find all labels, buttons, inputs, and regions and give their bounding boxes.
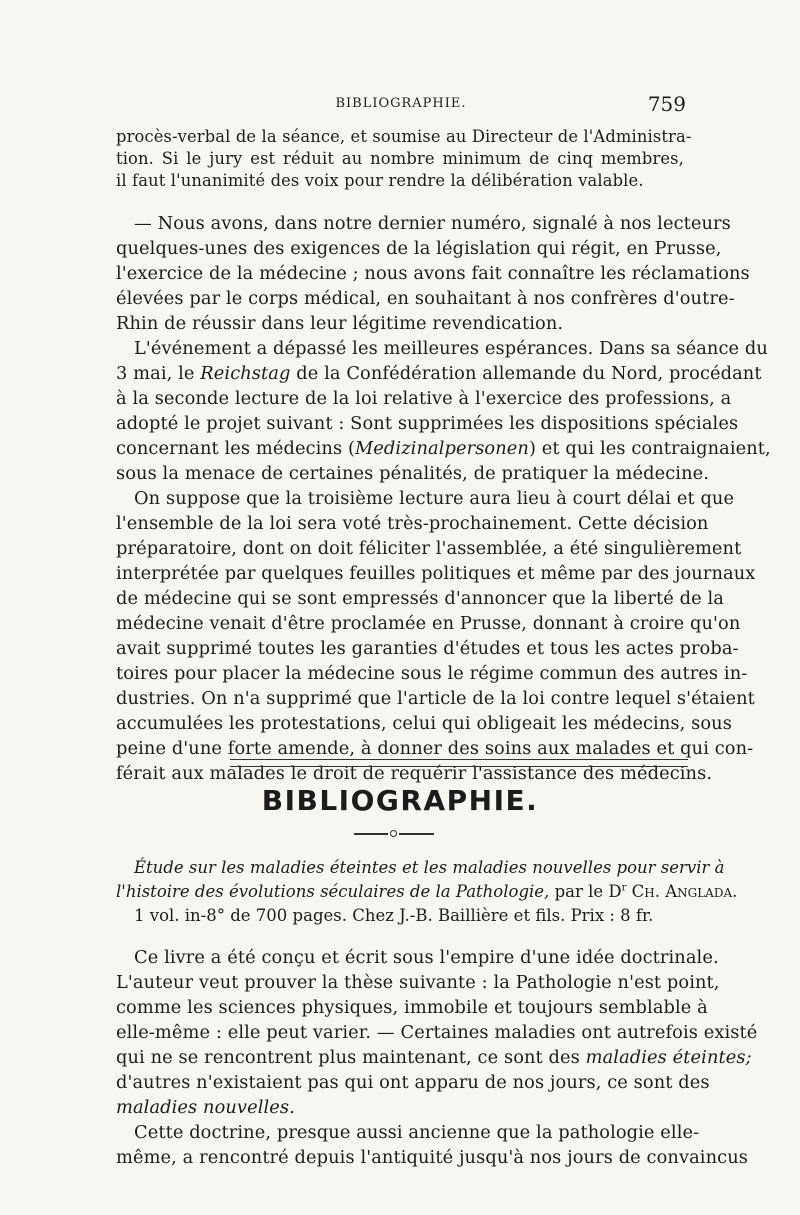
maladies-eteintes-term: maladies éteintes; (585, 1047, 752, 1068)
text-line: On suppose que la troisième lecture aura lieu à court délai et que (134, 488, 735, 509)
text-line: procès-verbal de la séance, et soumise au Directeur de l'Administra- (116, 127, 692, 146)
text-line: Rhin de réussir dans leur légitime revendication. (116, 313, 564, 334)
section-divider (230, 759, 688, 767)
text-line: tion. Si le jury est réduit au nombre minimum de cinq membres, (116, 149, 684, 168)
text-line: même, a rencontré depuis l'antiquité jusqu'à nos jours de convaincus (116, 1147, 748, 1168)
text-line: l'exercice de la médecine ; nous avons fait connaître les réclamations (116, 263, 750, 284)
entry-title-text: l'histoire des évolutions séculaires de la Pathologie, (116, 882, 550, 901)
entry-title-line (116, 880, 738, 904)
text-line: elle-même : elle peut varier. — Certaines maladies ont autrefois existé (116, 1022, 758, 1043)
medizinalpersonen-term: Medizinalpersonen (355, 438, 529, 459)
entry-by: par le D (554, 882, 622, 901)
text-line: adopté le projet suivant : Sont supprimées les dispositions spéciales (116, 413, 739, 434)
running-title: BIBLIOGRAPHIE. (335, 96, 467, 111)
entry-sup: r (621, 882, 627, 894)
text-line: Ce livre a été conçu et écrit sous l'empire d'une idée doctrinale. (134, 947, 719, 968)
text-line: quelques-unes des exigences de la législation qui régit, en Prusse, (116, 238, 722, 259)
entry-author: Ch. Anglada. (631, 882, 738, 901)
text-line (116, 436, 771, 461)
text-line: il faut l'unanimité des voix pour rendre la délibération valable. (116, 171, 644, 190)
section-heading: BIBLIOGRAPHIE. (261, 784, 539, 817)
text-line: élevées par le corps médical, en souhaitant à nos confrères d'outre- (116, 288, 735, 309)
ornament-divider (354, 830, 434, 838)
text-line: d'autres n'existaient pas qui ont apparu de nos jours, ce sont des (116, 1072, 710, 1093)
text-fragment: qui ne se rencontrent plus maintenant, ce sont des (116, 1047, 580, 1068)
text-line: à la seconde lecture de la loi relative à l'exercice des professions, a (116, 388, 732, 409)
entry-details: 1 vol. in-8° de 700 pages. Chez J.-B. Baillière et fils. Prix : 8 fr. (134, 906, 654, 925)
page-number: 759 (647, 92, 686, 116)
text-line (116, 361, 762, 386)
text-line: de médecine qui se sont empressés d'annoncer que la liberté de la (116, 588, 724, 609)
text-line: avait supprimé toutes les garanties d'études et tous les actes proba- (116, 638, 739, 659)
text-line: comme les sciences physiques, immobile et toujours semblable à (116, 997, 708, 1018)
text-line: sous la menace de certaines pénalités, de pratiquer la médecine. (116, 463, 710, 484)
text-line (116, 1045, 752, 1070)
text-line: peine d'une forte amende, à donner des soins aux malades et qui con- (116, 738, 754, 759)
text-fragment: 3 mai, le (116, 363, 195, 384)
text-line: interprétée par quelques feuilles politiques et même par des journaux (116, 563, 756, 584)
text-line: L'événement a dépassé les meilleures espérances. Dans sa séance du (134, 338, 768, 359)
text-line: — Nous avons, dans notre dernier numéro, signalé à nos lecteurs (134, 213, 731, 234)
text-fragment: concernant les médecins ( (116, 438, 355, 459)
text-line: L'auteur veut prouver la thèse suivante : la Pathologie n'est point, (116, 972, 720, 993)
text-line: maladies nouvelles. (116, 1097, 295, 1118)
text-line: dustries. On n'a supprimé que l'article de la loi contre lequel s'étaient (116, 688, 755, 709)
text-line: médecine venait d'être proclamée en Prusse, donnant à croire qu'on (116, 613, 741, 634)
entry-title-line: Étude sur les maladies éteintes et les maladies nouvelles pour servir à (134, 858, 725, 877)
text-line: Cette doctrine, presque aussi ancienne que la pathologie elle- (134, 1122, 700, 1143)
text-line: préparatoire, dont on doit féliciter l'assemblée, a été singulièrement (116, 538, 742, 559)
text-line: toires pour placer la médecine sous le régime commun des autres in- (116, 663, 748, 684)
running-head (116, 94, 686, 118)
text-fragment: de la Confédération allemande du Nord, procédant (296, 363, 762, 384)
text-line: férait aux malades le droit de requérir l'assistance des médecins. (116, 763, 713, 784)
text-line: l'ensemble de la loi sera voté très-prochainement. Cette décision (116, 513, 709, 534)
reichstag-term: Reichstag (200, 363, 291, 384)
text-fragment: ) et qui les contraignaient, (528, 438, 771, 459)
text-line: accumulées les protestations, celui qui obligeait les médecins, sous (116, 713, 732, 734)
